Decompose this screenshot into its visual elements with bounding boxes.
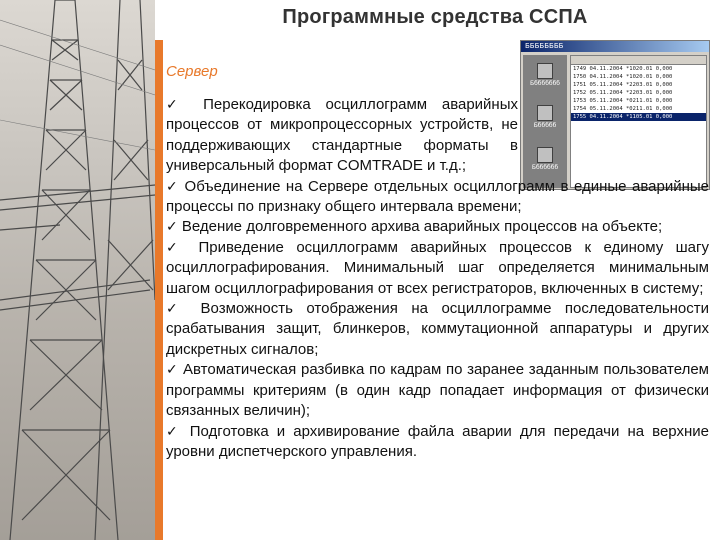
- checkmark-icon: ✓: [166, 301, 188, 318]
- app-table-header: [571, 56, 706, 65]
- app-side-button: Бббббббб: [527, 61, 563, 91]
- checkmark-icon: ✓: [166, 178, 180, 195]
- bullet-item: ✓ Приведение осциллограмм аварийных процессов к единому шагу осциллографирования. Минимальный шаг определяется минимальным шагом осциллографирования от всех регистраторов, включенных в систему;: [166, 238, 710, 297]
- bullet-item: ✓ Перекодировка осциллограмм аварийных процессов от микропроцессорных устройств, не поддерживающих стандартные форматы в универсальный формат COMTRADE и т.д.;: [166, 96, 519, 175]
- app-titlebar: ББББББББ: [521, 41, 709, 52]
- bullet-item: ✓ Подготовка и архивирование файла аварии для передачи на верхние уровни диспетчерского управления.: [166, 422, 709, 460]
- app-table-row: 1752 05.11.2004 *2203.01 0,000: [573, 90, 673, 96]
- checkmark-icon: ✓: [166, 97, 189, 113]
- tower-illustration: [0, 0, 155, 540]
- app-table-row: 1749 04.11.2004 *1020.01 0,000: [573, 66, 673, 72]
- app-table-row: 1751 05.11.2004 *2203.01 0,000: [573, 82, 673, 88]
- bullet-list: [166, 95, 709, 462]
- slide-title: Программные средства ССПА: [282, 6, 588, 28]
- transmission-tower-photo: [0, 0, 155, 540]
- checkmark-icon: ✓: [166, 219, 178, 236]
- section-label: Сервер: [166, 63, 218, 80]
- app-table-row: 1754 05.11.2004 *0211.01 0,000: [573, 106, 673, 112]
- checkmark-icon: ✓: [166, 239, 187, 256]
- bullet-item: ✓ Ведение долговременного архива аварийных процессов на объекте;: [166, 218, 663, 236]
- checkmark-icon: ✓: [166, 362, 179, 379]
- app-table-row: 1750 04.11.2004 *1020.01 0,000: [573, 74, 673, 80]
- accent-bar: [155, 40, 163, 540]
- checkmark-icon: ✓: [166, 423, 182, 440]
- bullet-item: ✓ Объединение на Сервере отдельных осциллограмм в единые аварийные процессы по признаку общего интервала времени;: [166, 177, 709, 216]
- bullet-item: ✓ Автоматическая разбивка по кадрам по заранее заданным пользователем программы критериям (в один кадр попадает информация от физически связанных величин);: [166, 361, 709, 420]
- bullet-item: ✓ Возможность отображения на осциллограмме последовательности срабатывания защит, блинкеров, коммутационной аппаратуры и других дискретных сигналов;: [166, 300, 710, 358]
- app-side-button: Бббббб: [527, 103, 563, 133]
- app-table-row-selected: 1755 04.11.2004 *1105.01 0,000: [571, 113, 706, 121]
- app-side-button: Ббббббб: [527, 145, 563, 175]
- folder-icon: [537, 63, 553, 79]
- app-table-row: 1753 05.11.2004 *0211.01 0,000: [573, 98, 673, 104]
